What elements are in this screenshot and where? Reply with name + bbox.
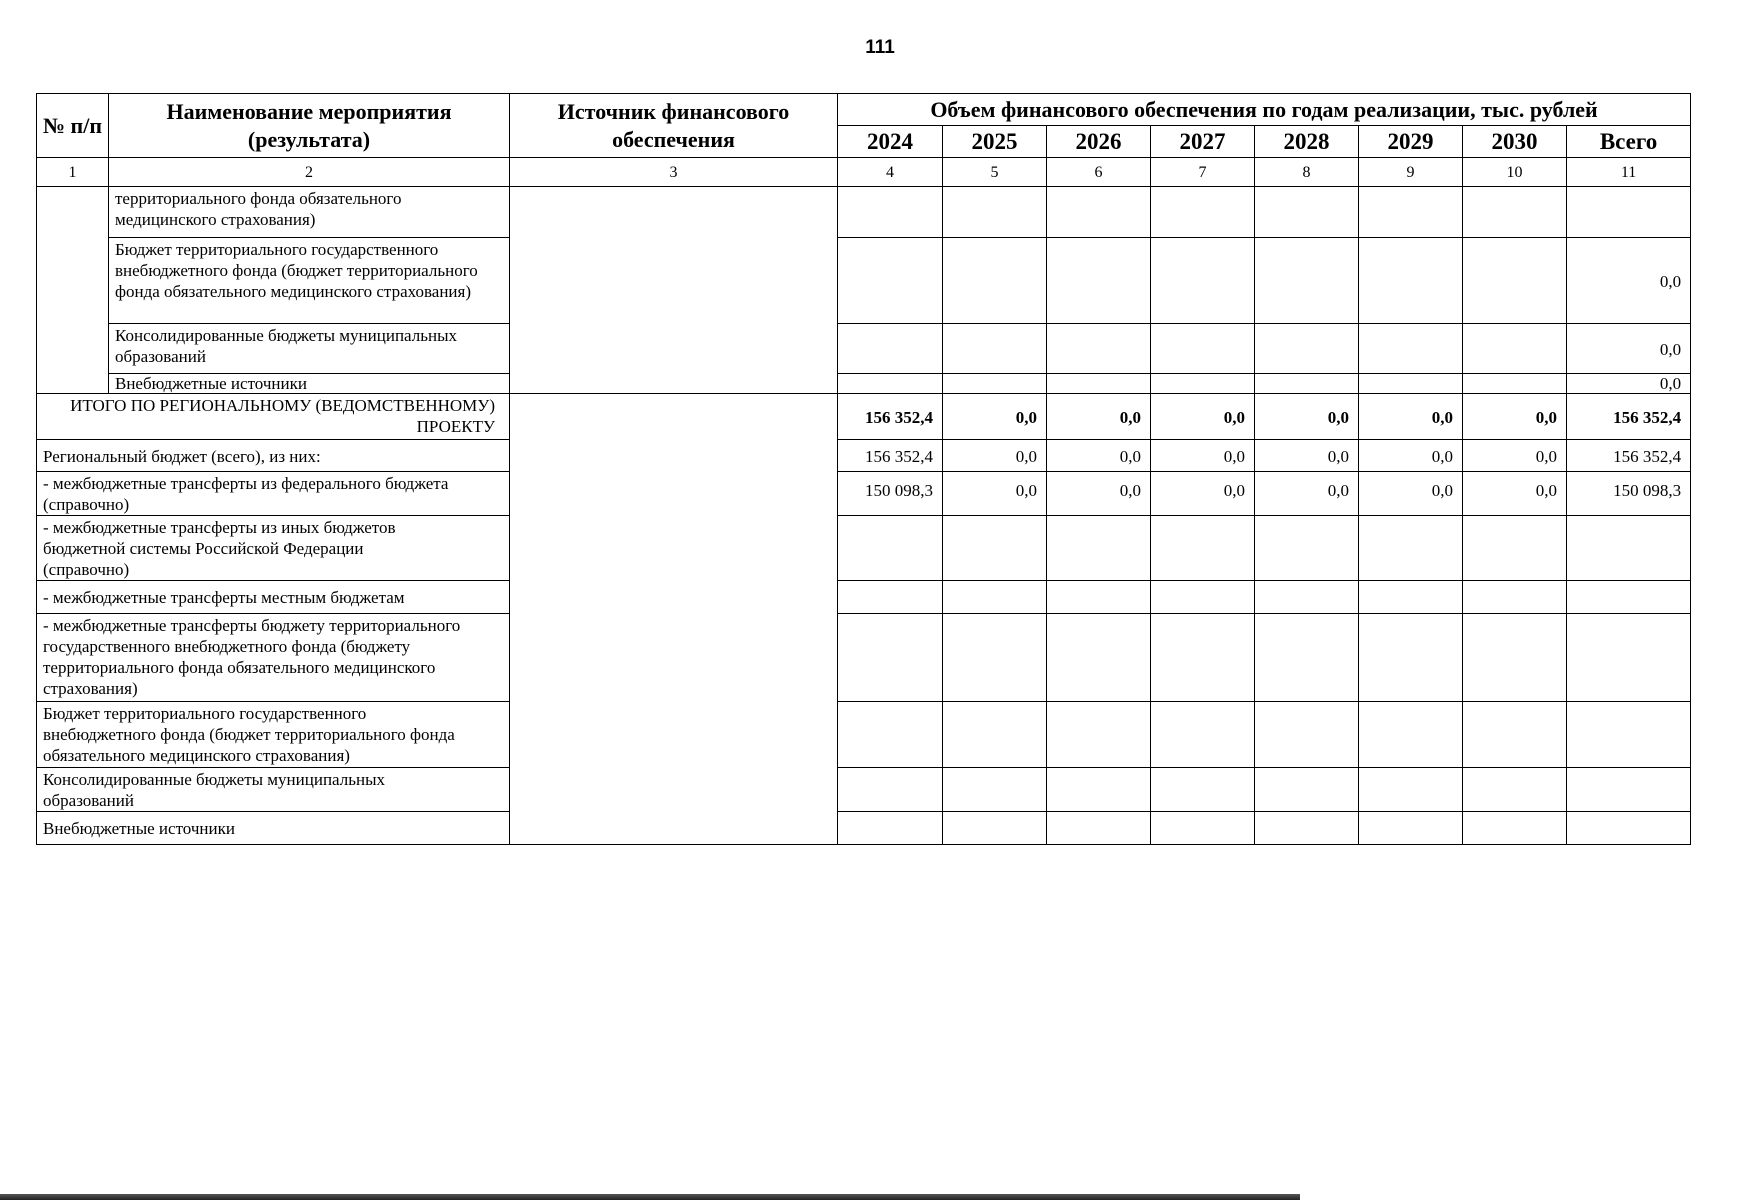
sub-row-label: Консолидированные бюджеты муниципальных образований: [109, 324, 510, 374]
value-cell: [1463, 812, 1567, 845]
value-cell: [838, 768, 943, 812]
header-year: 2025: [943, 126, 1047, 158]
index-cell: 4: [838, 158, 943, 187]
index-cell: 7: [1151, 158, 1255, 187]
value-cell: [1359, 702, 1463, 768]
value-cell: 156 352,4: [1567, 394, 1691, 440]
value-cell: [1463, 702, 1567, 768]
value-cell: [943, 581, 1047, 614]
value-cell: [1463, 768, 1567, 812]
value-cell: [1047, 581, 1151, 614]
num-cell: [37, 187, 109, 394]
value-cell: 0,0: [1255, 394, 1359, 440]
total-cell: 0,0: [1567, 374, 1691, 394]
header-year: 2026: [1047, 126, 1151, 158]
header-year: 2030: [1463, 126, 1567, 158]
source-cell: [510, 394, 838, 845]
value-cell: [1151, 702, 1255, 768]
value-cell: [943, 812, 1047, 845]
value-cell: [1567, 812, 1691, 845]
header-year: 2029: [1359, 126, 1463, 158]
summary-row: [37, 812, 1691, 845]
value-cell: [838, 702, 943, 768]
summary-row-label: Региональный бюджет (всего), из них:: [37, 440, 510, 472]
value-cell: [1567, 768, 1691, 812]
index-cell: 6: [1047, 158, 1151, 187]
summary-row: [37, 472, 1691, 516]
value-cell: 0,0: [1047, 472, 1151, 516]
value-cell: 156 352,4: [1567, 440, 1691, 472]
project-total-label: ИТОГО ПО РЕГИОНАЛЬНОМУ (ВЕДОМСТВЕННОМУ) ПРОЕКТУ: [37, 394, 510, 440]
header-num: № п/п: [37, 94, 109, 158]
value-cell: [1047, 812, 1151, 845]
sub-row: [37, 187, 1691, 238]
header-total: Всего: [1567, 126, 1691, 158]
summary-row-label: Бюджет территориального государственного внебюджетного фонда (бюджет территориального фонда обязательного медицинского страхования): [37, 702, 510, 768]
value-cell: [838, 516, 943, 581]
value-cell: [1359, 614, 1463, 702]
value-cell: [838, 614, 943, 702]
total-cell: 0,0: [1567, 238, 1691, 324]
summary-row: [37, 702, 1691, 768]
summary-row-label: - межбюджетные трансферты из федерального бюджета (справочно): [37, 472, 510, 516]
summary-row-label: Внебюджетные источники: [37, 812, 510, 845]
value-cell: [1151, 768, 1255, 812]
value-cell: 0,0: [1151, 472, 1255, 516]
value-cell: [838, 812, 943, 845]
value-cell: 0,0: [1151, 440, 1255, 472]
summary-row-label: - межбюджетные трансферты местным бюджетам: [37, 581, 510, 614]
summary-row: [37, 440, 1691, 472]
value-cell: [1151, 614, 1255, 702]
value-cell: [1151, 581, 1255, 614]
index-cell: 3: [510, 158, 838, 187]
index-cell: 1: [37, 158, 109, 187]
value-cell: 0,0: [1359, 440, 1463, 472]
value-cell: 0,0: [943, 472, 1047, 516]
value-cell: [1567, 581, 1691, 614]
page-number: 111: [865, 37, 895, 58]
index-cell: 11: [1567, 158, 1691, 187]
value-cell: [1255, 516, 1359, 581]
value-cell: 150 098,3: [838, 472, 943, 516]
value-cell: [1255, 581, 1359, 614]
sub-row: [37, 374, 1691, 394]
value-cell: [838, 581, 943, 614]
sub-row: [37, 324, 1691, 374]
value-cell: 150 098,3: [1567, 472, 1691, 516]
value-cell: [1047, 614, 1151, 702]
value-cell: [943, 614, 1047, 702]
value-cell: 156 352,4: [838, 394, 943, 440]
summary-row-label: Консолидированные бюджеты муниципальных образований: [37, 768, 510, 812]
value-cell: [1255, 812, 1359, 845]
value-cell: [1359, 581, 1463, 614]
header-volume: Объем финансового обеспечения по годам реализации, тыс. рублей: [838, 94, 1691, 126]
value-cell: [1047, 516, 1151, 581]
header-year: 2027: [1151, 126, 1255, 158]
summary-row-label: - межбюджетные трансферты бюджету территориального государственного внебюджетного фонда (бюджету территориального фонда обязательного медицинского страхования): [37, 614, 510, 702]
value-cell: [1463, 614, 1567, 702]
index-cell: 5: [943, 158, 1047, 187]
financing-table: [36, 93, 1691, 845]
scan-edge-rule: [0, 1194, 1300, 1200]
value-cell: [943, 768, 1047, 812]
value-cell: [1359, 812, 1463, 845]
summary-row: [37, 768, 1691, 812]
value-cell: 0,0: [1463, 440, 1567, 472]
value-cell: [1463, 581, 1567, 614]
value-cell: 0,0: [1359, 472, 1463, 516]
value-cell: [943, 516, 1047, 581]
value-cell: [1255, 768, 1359, 812]
header-row-1: [37, 94, 1691, 126]
value-cell: [1463, 516, 1567, 581]
value-cell: [1567, 702, 1691, 768]
sub-row-label: Внебюджетные источники: [109, 374, 510, 394]
value-cell: [1359, 516, 1463, 581]
value-cell: 0,0: [1463, 394, 1567, 440]
total-cell: [1567, 187, 1691, 238]
value-cell: [1255, 614, 1359, 702]
value-cell: [943, 702, 1047, 768]
value-cell: [1567, 516, 1691, 581]
header-source: Источник финансового обеспечения: [510, 94, 838, 158]
project-total-row: [37, 394, 1691, 440]
index-cell: 10: [1463, 158, 1567, 187]
value-cell: [1047, 702, 1151, 768]
summary-row: [37, 516, 1691, 581]
value-cell: [1151, 516, 1255, 581]
summary-row-label: - межбюджетные трансферты из иных бюджетов бюджетной системы Российской Федерации (справочно): [37, 516, 510, 581]
value-cell: [1255, 702, 1359, 768]
value-cell: 0,0: [943, 394, 1047, 440]
value-cell: 0,0: [1463, 472, 1567, 516]
sub-row-label: Бюджет территориального государственного внебюджетного фонда (бюджет территориального фонда обязательного медицинского страхования): [109, 238, 510, 324]
value-cell: [1151, 812, 1255, 845]
value-cell: [1047, 768, 1151, 812]
value-cell: 0,0: [1255, 440, 1359, 472]
header-year: 2028: [1255, 126, 1359, 158]
value-cell: 0,0: [1255, 472, 1359, 516]
summary-row: [37, 614, 1691, 702]
index-cell: 2: [109, 158, 510, 187]
sub-row: [37, 238, 1691, 324]
sub-row-label: территориального фонда обязательного медицинского страхования): [109, 187, 510, 238]
value-cell: 0,0: [1151, 394, 1255, 440]
index-cell: 8: [1255, 158, 1359, 187]
total-cell: 0,0: [1567, 324, 1691, 374]
index-cell: 9: [1359, 158, 1463, 187]
header-name: Наименование мероприятия (результата): [109, 94, 510, 158]
value-cell: 156 352,4: [838, 440, 943, 472]
index-row: [37, 158, 1691, 187]
value-cell: 0,0: [1359, 394, 1463, 440]
value-cell: [1359, 768, 1463, 812]
header-year: 2024: [838, 126, 943, 158]
value-cell: [1567, 614, 1691, 702]
source-cell: [510, 187, 838, 394]
value-cell: 0,0: [1047, 394, 1151, 440]
summary-row: [37, 581, 1691, 614]
value-cell: 0,0: [1047, 440, 1151, 472]
value-cell: 0,0: [943, 440, 1047, 472]
